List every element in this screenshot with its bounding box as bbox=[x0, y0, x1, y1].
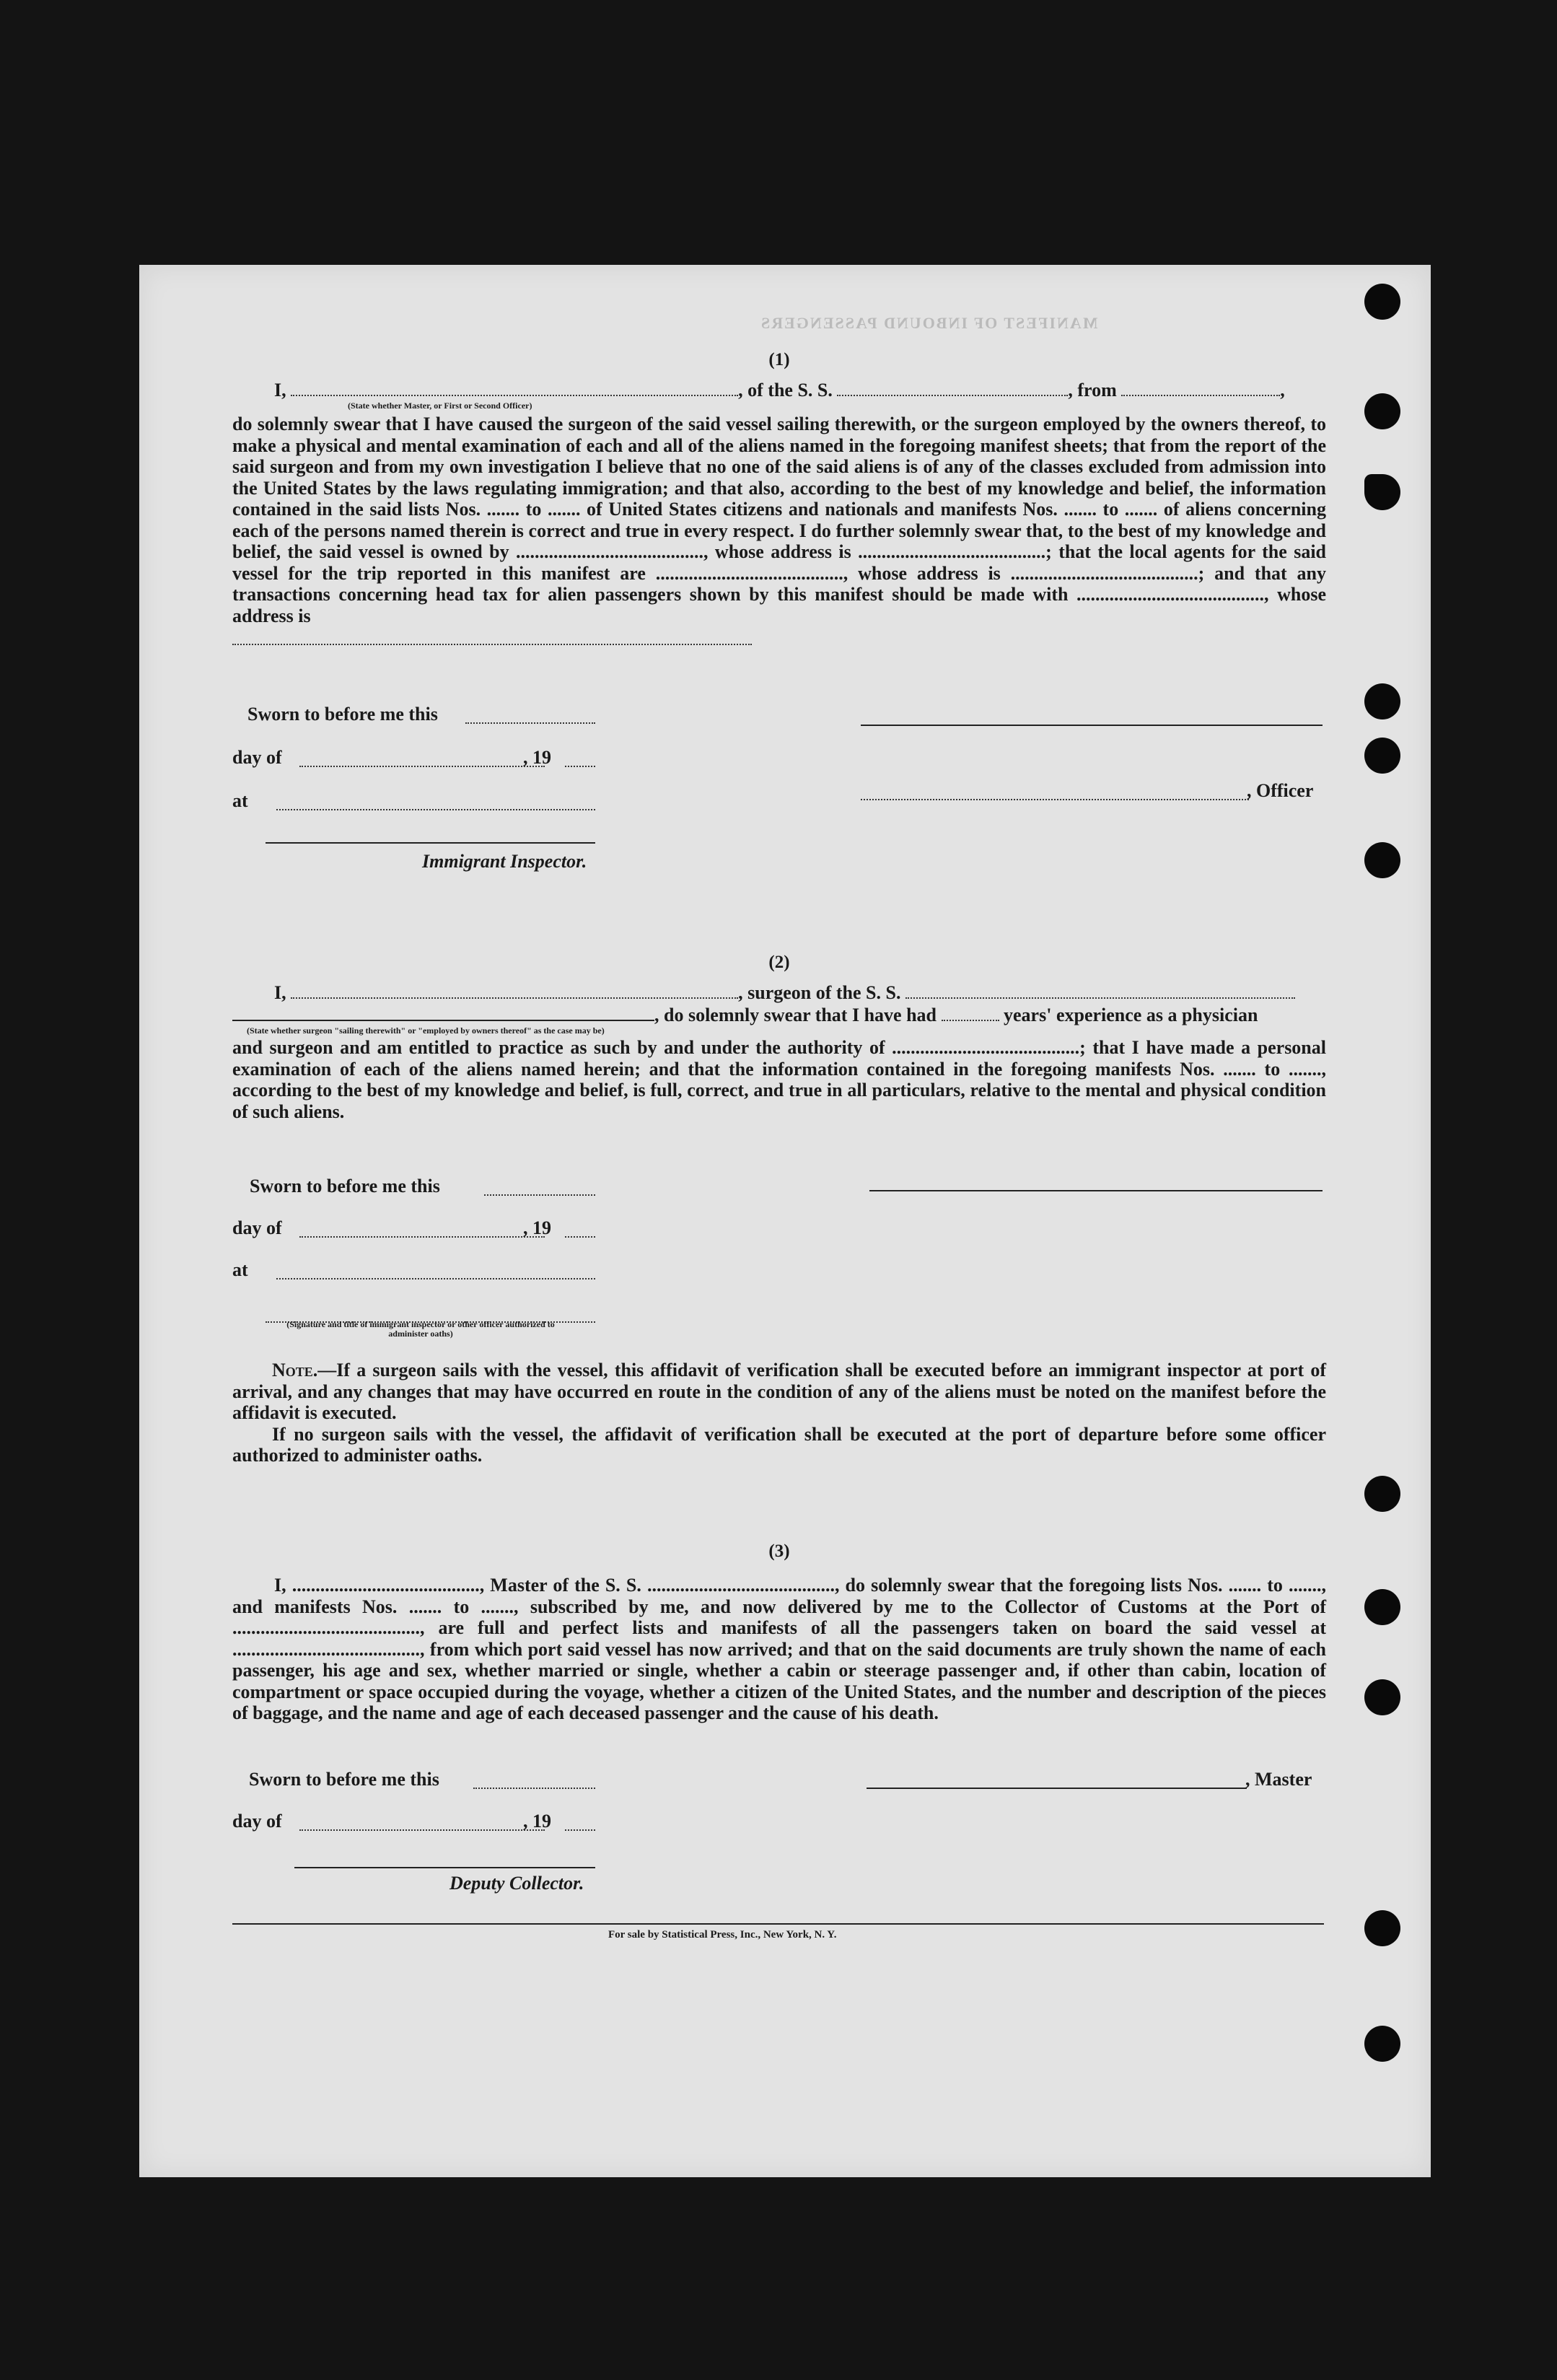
binder-hole bbox=[1364, 284, 1400, 320]
sworn-label: Sworn to before me this bbox=[247, 704, 438, 725]
years-field[interactable] bbox=[942, 1004, 999, 1021]
i-label: I, bbox=[274, 380, 286, 401]
vessel-name-field[interactable] bbox=[905, 981, 1295, 999]
binder-hole bbox=[1364, 2026, 1400, 2062]
inspector-signature-line[interactable] bbox=[266, 842, 595, 844]
affidavit-body: do solemnly swear that I have caused the surgeon of the said vessel sailing therewith, or the surgeon employed by the owners thereof, to make a physical and mental examination of each and all of the aliens named in the foregoing manifest sheets; that from the report of the said surgeon and from my own investigation I believe that no one of the said aliens is of any of the classes excluded from admission into the United States by the laws regulating immigration; and that also, according to the best of my knowledge and belief, the information contained in the said lists Nos. ....... to ....... of United States citizens and nationals and manifests Nos. ....... to ....... of aliens concerning each of the persons named therein is correct and true in every respect. I do further solemnly swear that, to the best of my knowledge and belief, the said vessel is owned by ........................................, whose address is ........................................; that the local agents for the said vessel for the trip reported in this manifest are ........................................, whose address is ........................................; and that any transactions concerning head tax for alien passengers shown by this manifest should be made with ........................................, whose address is bbox=[232, 414, 1326, 626]
experience-line bbox=[232, 1004, 1326, 1026]
year-label: , 19 bbox=[523, 1811, 551, 1832]
section-2-surgeon-affidavit bbox=[232, 953, 1326, 1122]
month-field[interactable] bbox=[299, 1220, 545, 1238]
surgeon-status-field[interactable] bbox=[232, 1004, 654, 1021]
departure-port-field[interactable] bbox=[1121, 379, 1280, 396]
agent-address-field[interactable] bbox=[232, 628, 752, 645]
from-label: , from bbox=[1068, 380, 1117, 401]
sworn-label: Sworn to before me this bbox=[250, 1176, 440, 1196]
bleed-through-header: MANIFEST OF INBOUND PASSENGERS bbox=[760, 314, 1098, 332]
year-field[interactable] bbox=[565, 1814, 595, 1831]
inspector-title: Immigrant Inspector. bbox=[422, 851, 587, 872]
month-field[interactable] bbox=[299, 1814, 545, 1831]
footer-imprint: For sale by Statistical Press, Inc., New York, N. Y. bbox=[608, 1929, 837, 1941]
of-ss-label: , of the S. S. bbox=[738, 380, 833, 401]
section-number: (3) bbox=[768, 1541, 790, 1561]
note-label: Note. bbox=[272, 1360, 318, 1381]
surgeon-line bbox=[232, 981, 1326, 1004]
footer-rule bbox=[232, 1923, 1324, 1925]
i-label: I, bbox=[274, 982, 286, 1003]
year-label: , 19 bbox=[523, 747, 551, 768]
binder-hole bbox=[1364, 393, 1400, 429]
place-field[interactable] bbox=[276, 793, 595, 810]
surgeon-signature-line[interactable] bbox=[869, 1190, 1323, 1191]
month-field[interactable] bbox=[299, 750, 545, 767]
sworn-date-field[interactable] bbox=[484, 1178, 595, 1196]
place-field[interactable] bbox=[276, 1262, 595, 1279]
verification-body: I, ........................................, Master of the S. S. ........................................, do solemnly swear that the foregoing lists Nos. ....... to ......., and manifests Nos. ....... to ......., subscribed by me, and now delivered by me to the Collector of Customs at the Port of ........................................, are full and perfect lists and manifests of all the passengers taken on board the said vessel at ........................................, from which port said vessel has now arrived; and that on the said documents are truly shown the name of each passenger, his age and sex, whether married or single, whether a cabin or steerage passenger and, if other than cabin, location of compartment or space occupied during the voyage, whether a citizen of the United States, and the number and description of the pieces of baggage, and the name and age of each deceased passenger and the cause of his death. bbox=[232, 1575, 1326, 1723]
master-label: , Master bbox=[1245, 1769, 1312, 1790]
section-1-master-affidavit bbox=[232, 350, 1326, 645]
surgeon-of-label: , surgeon of the S. S. bbox=[738, 982, 901, 1003]
affidavit-body: and surgeon and am entitled to practice as such by and under the authority of ........................................; that I have made a personal examination of each of the aliens named herein; and that the information contained in the foregoing manifests Nos. ....... to ......., according to the best of my knowledge and belief, is full, correct, and true in all particulars, relative to the mental and physical condition of such aliens. bbox=[232, 1037, 1326, 1122]
officer-signature-field[interactable] bbox=[861, 783, 1249, 800]
day-of-label: day of bbox=[232, 747, 282, 768]
sworn-date-field[interactable] bbox=[473, 1772, 595, 1789]
deputy-signature-line[interactable] bbox=[294, 1867, 595, 1868]
years-label: years' experience as a physician bbox=[1004, 1005, 1258, 1025]
vessel-name-field[interactable] bbox=[837, 379, 1068, 396]
note-block bbox=[232, 1360, 1326, 1466]
section-number: (1) bbox=[768, 350, 790, 369]
binder-hole bbox=[1364, 683, 1400, 719]
deputy-title: Deputy Collector. bbox=[449, 1873, 584, 1894]
officer-signature-line-top[interactable] bbox=[861, 725, 1323, 726]
surgeon-name-field[interactable] bbox=[291, 981, 738, 999]
binder-hole bbox=[1364, 738, 1400, 774]
swear-label: , do solemnly swear that I have had bbox=[654, 1005, 937, 1025]
binder-hole bbox=[1364, 474, 1400, 510]
state-officer-note: (State whether Master, or First or Second Officer) bbox=[348, 401, 532, 411]
officer-label: , Officer bbox=[1247, 780, 1314, 801]
note-text-1: —If a surgeon sails with the vessel, this affidavit of verification shall be executed before an immigrant inspector at port of arrival, and any changes that may have occurred en route in the condition of any of the aliens must be noted on the manifest before the affidavit is executed. bbox=[232, 1360, 1326, 1423]
at-label: at bbox=[232, 1259, 248, 1280]
master-signature-field[interactable] bbox=[867, 1772, 1247, 1789]
year-field[interactable] bbox=[565, 750, 595, 767]
signature-note: (Signature and title of immigrant inspector or other officer authorized to administer oaths) bbox=[286, 1319, 555, 1339]
binder-hole bbox=[1364, 842, 1400, 878]
sworn-label: Sworn to before me this bbox=[249, 1769, 439, 1790]
binder-hole bbox=[1364, 1679, 1400, 1715]
binder-hole bbox=[1364, 1476, 1400, 1512]
form-sheet bbox=[139, 265, 1431, 2177]
year-field[interactable] bbox=[565, 1220, 595, 1238]
officer-name-field[interactable] bbox=[291, 379, 738, 396]
day-of-label: day of bbox=[232, 1811, 282, 1832]
section-number: (2) bbox=[768, 953, 790, 972]
section-3-master-verification bbox=[232, 1541, 1326, 1724]
binder-hole bbox=[1364, 1589, 1400, 1625]
note-text-2: If no surgeon sails with the vessel, the affidavit of verification shall be executed at the port of departure before some officer authorized to administer oaths. bbox=[232, 1423, 1326, 1466]
sworn-date-field[interactable] bbox=[465, 706, 595, 724]
day-of-label: day of bbox=[232, 1217, 282, 1238]
binder-hole bbox=[1364, 1910, 1400, 1946]
state-surgeon-note: (State whether surgeon "sailing therewith" or "employed by owners thereof" as the case may be) bbox=[247, 1025, 605, 1036]
year-label: , 19 bbox=[523, 1217, 551, 1238]
at-label: at bbox=[232, 790, 248, 811]
officer-line: I, , of the S. S. , from , bbox=[274, 380, 1285, 401]
